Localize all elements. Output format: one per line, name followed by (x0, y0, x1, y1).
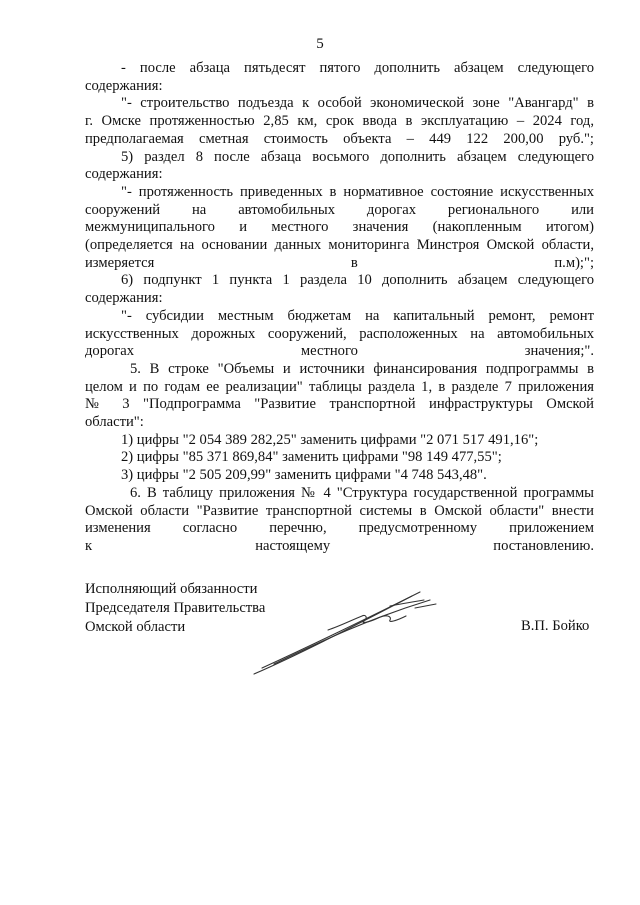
signatory-name: В.П. Бойко (521, 618, 590, 634)
page-number: 5 (316, 36, 324, 52)
paragraph: 5) раздел 8 после абзаца восьмого дополнить абзацем следующего содержания: (85, 148, 594, 183)
paragraph: "- субсидии местным бюджетам на капитальный ремонт, ремонт искусственных дорожных сооружений, расположенных на автомобильных дорогах местного значения;". (85, 307, 594, 360)
signatory-title: Исполняющий обязанности Председателя Правительства Омской области (85, 581, 266, 635)
paragraph: "- протяженность приведенных в нормативное состояние искусственных сооружений на автомобильных дорогах регионального или межмуниципального и местного значения (накопленным итогом) (определяется на основании данных мониторинга Минстроя Омской области, измеряется в п.м);"; (85, 183, 594, 271)
handwritten-signature (240, 586, 450, 681)
document-body (85, 60, 594, 556)
paragraph: 6) подпункт 1 пункта 1 раздела 10 дополнить абзацем следующего содержания: (85, 272, 594, 307)
paragraph: 5. В строке "Объемы и источники финансирования подпрограммы в целом и по годам ее реализации" таблицы раздела 1, в разделе 7 приложения № 3 "Подпрограмма "Развитие транспортной инфраструктуры Омской области": (85, 360, 594, 431)
list-item: 3) цифры "2 505 209,99" заменить цифрами "4 748 543,48". (121, 467, 487, 484)
paragraph: - после абзаца пятьдесят пятого дополнить абзацем следующего содержания: (85, 60, 594, 94)
list-item: 2) цифры "85 371 869,84" заменить цифрами "98 149 477,55"; (121, 449, 502, 466)
paragraph: 6. В таблицу приложения № 4 "Структура государственной программы Омской области "Развитие транспортной системы в Омской области" внести изменения согласно перечню, предусмотренному приложением к настоящему постановлению. (85, 484, 594, 554)
paragraph: "- строительство подъезда к особой экономической зоне "Авангард" в г. Омске протяженностью 2,85 км, срок ввода в эксплуатацию – 2024 год, предполагаемая сметная стоимость объекта – 449 122 200,00 руб."; (85, 95, 594, 147)
list-item: 1) цифры "2 054 389 282,25" заменить цифрами "2 071 517 491,16"; (121, 431, 539, 448)
